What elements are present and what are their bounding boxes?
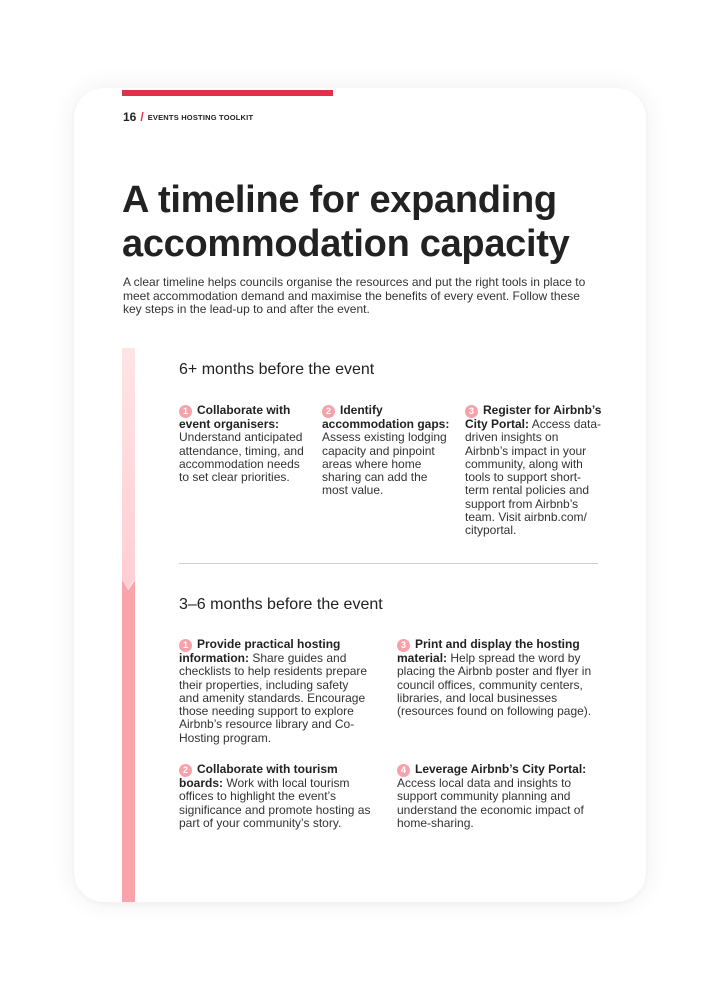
step-number-badge: 3 xyxy=(397,639,410,652)
header-separator: / xyxy=(140,110,144,124)
step-identify-gaps xyxy=(322,404,450,498)
step-number-badge: 2 xyxy=(179,764,192,777)
step-text: Share guides and checklists to help residents prepare their properties, including safety and amenity standards. Encourage those needing support to explore Airbnb’s resource library and Co-Hosting program. xyxy=(179,651,368,745)
step-collaborate-organisers xyxy=(179,404,311,484)
toolkit-label: EVENTS HOSTING TOOLKIT xyxy=(147,112,254,122)
step-text: Work with local tourism offices to highlight the event’s significance and promote hosting as part of your community’s story. xyxy=(179,776,371,830)
step-lead: Leverage Airbnb’s City Portal: xyxy=(415,762,587,776)
step-hosting-information xyxy=(179,638,371,745)
section-title-6-plus-months: 6+ months before the event xyxy=(179,361,375,378)
step-print-display-material xyxy=(397,638,599,718)
step-number-badge: 1 xyxy=(179,405,192,418)
step-text: Access local data and insights to support community planning and understand the economic impact of home-sharing. xyxy=(397,776,584,830)
step-register-city-portal xyxy=(465,404,602,538)
step-number-badge: 2 xyxy=(322,405,335,418)
page-header xyxy=(123,110,253,124)
accent-bar xyxy=(122,90,333,96)
timeline-rail-lower xyxy=(122,580,135,902)
step-text: Access data-driven insights on Airbnb’s impact in your community, along with tools to support short-term rental policies and support from Airbnb’s team. Visit airbnb.com/ cityportal. xyxy=(465,417,602,538)
step-tourism-boards xyxy=(179,763,371,830)
step-text: Understand anticipated attendance, timing, and accommodation needs to set clear priorities. xyxy=(179,430,304,485)
step-text: Help spread the word by placing the Airbnb poster and flyer in council offices, community centers, libraries, and local businesses (resources found on following page). xyxy=(397,651,592,719)
section-divider xyxy=(179,563,598,564)
step-number-badge: 3 xyxy=(465,405,478,418)
step-lead: Register for Airbnb’s City Portal: xyxy=(465,403,602,431)
step-lead: Print and display the hosting material: xyxy=(397,637,580,665)
page-title: A timeline for expanding accommodation capacity xyxy=(122,179,570,265)
step-lead: Provide practical hosting information: xyxy=(179,637,341,665)
step-number-badge: 1 xyxy=(179,639,192,652)
timeline-rail-upper xyxy=(122,348,135,580)
step-text: Assess existing lodging capacity and pinpoint areas where home sharing can add the most value. xyxy=(322,430,447,498)
step-lead: Collaborate with event organisers: xyxy=(179,403,291,431)
section-title-3-6-months: 3–6 months before the event xyxy=(179,596,383,613)
step-lead: Identify accommodation gaps: xyxy=(322,403,450,431)
page-number: 16 xyxy=(123,110,137,124)
step-lead: Collaborate with tourism boards: xyxy=(179,762,338,790)
intro-paragraph: A clear timeline helps councils organise the resources and put the right tools in place to meet accommodation demand and maximise the benefits of every event. Follow these key steps in the lead-up to and after the event. xyxy=(123,275,586,316)
step-number-badge: 4 xyxy=(397,764,410,777)
timeline-arrow xyxy=(122,580,134,590)
step-leverage-city-portal xyxy=(397,763,593,830)
